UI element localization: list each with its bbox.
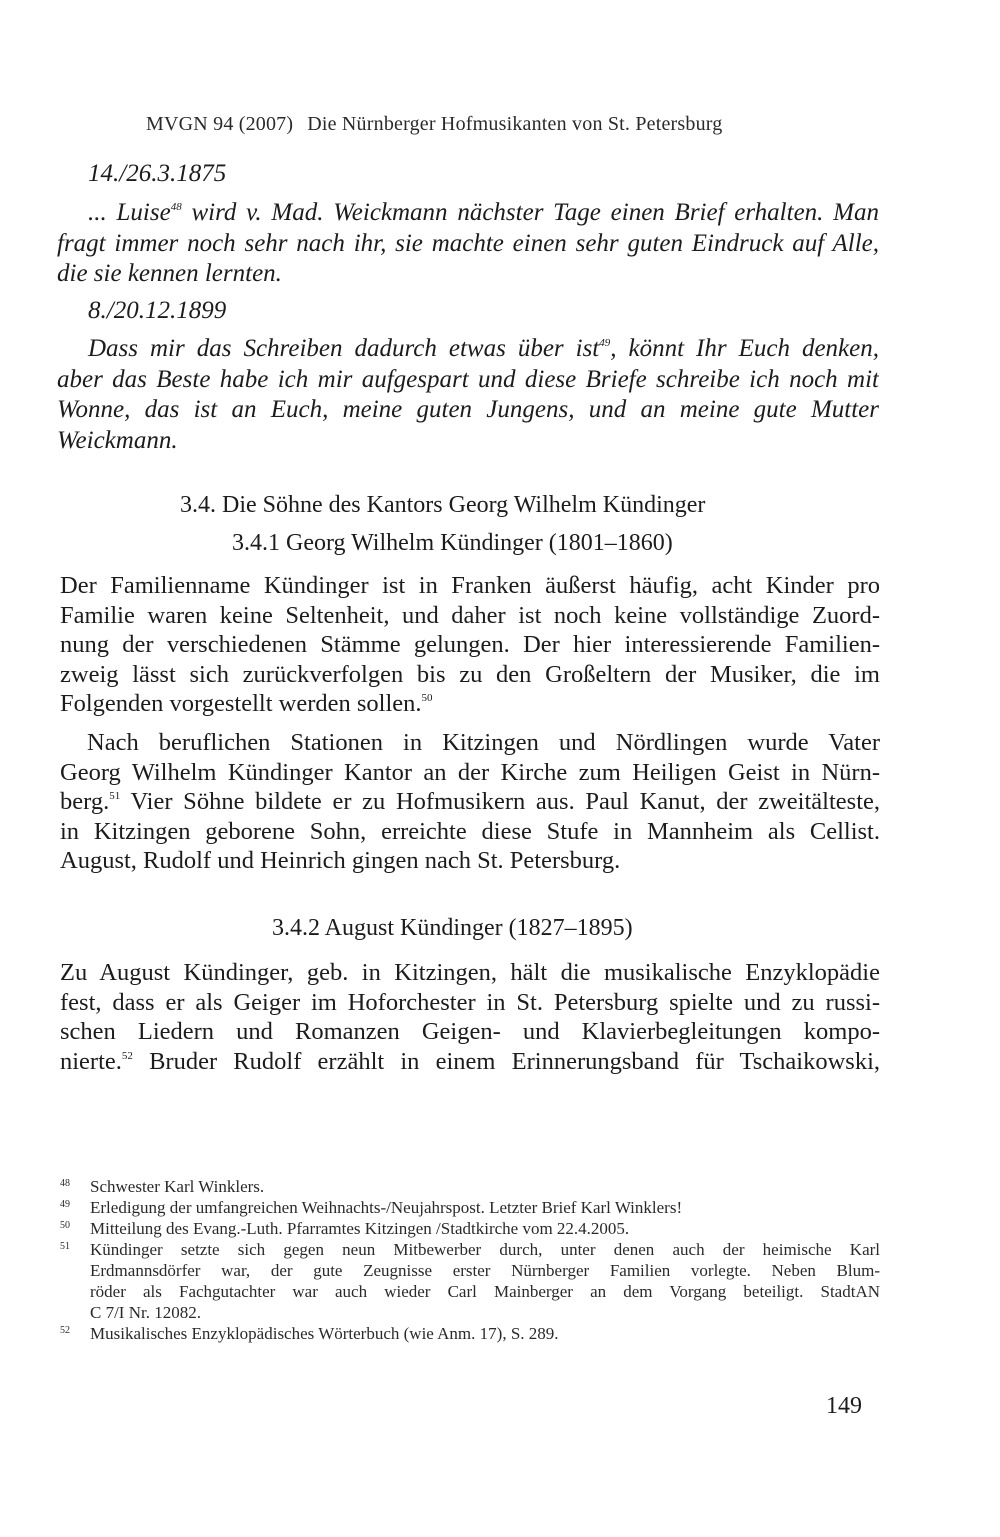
text-line: Zu August Kündinger, geb. in Kitzingen, hält die musikalische Enzyklopädie bbox=[60, 959, 880, 986]
footnote-text: röder als Fachgutachter war auch wieder Carl Mainberger an dem Vorgang beteiligt. StadtAN bbox=[90, 1282, 880, 1301]
footnote-number: 50 bbox=[60, 1220, 70, 1231]
footnote bbox=[60, 1323, 880, 1344]
journal-reference: MVGN 94 (2007) bbox=[146, 113, 294, 135]
text-line: fest, dass er als Geiger im Hoforchester in St. Petersburg spielte und zu russi- bbox=[60, 988, 880, 1016]
footnote-ref: 51 bbox=[109, 790, 121, 802]
quote-line: Dass mir das Schreiben dadurch etwas über ist$^{49}$, könnt Ihr Euch denken, bbox=[88, 335, 879, 362]
footnote-text: Musikalisches Enzyklopädisches Wörterbuch (wie Anm. 17), S. 289. bbox=[90, 1324, 559, 1343]
text-line: Nach beruflichen Stationen in Kitzingen und Nördlingen wurde Vater bbox=[87, 729, 880, 756]
quote-line: aber das Beste habe ich mir aufgespart und diese Briefe schreibe ich noch mit bbox=[57, 365, 879, 393]
footnote bbox=[60, 1239, 880, 1323]
running-title: Die Nürnberger Hofmusikanten von St. Petersburg bbox=[307, 113, 723, 135]
footnote-text: Erdmannsdörfer war, der gute Zeugnisse erster Nürnberger Familien vorlegte. Neben Blum- bbox=[90, 1261, 880, 1280]
footnote-ref: 49 bbox=[599, 337, 611, 349]
footnotes bbox=[60, 1176, 880, 1344]
quote-line: Wonne, das ist an Euch, meine guten Jungens, und an meine gute Mutter bbox=[57, 396, 879, 423]
text-line: nierte.$^{52}$ Bruder Rudolf erzählt in einem Erinnerungsband für Tschaikowski, bbox=[60, 1047, 880, 1075]
footnote-number: 52 bbox=[60, 1325, 70, 1336]
text-line: Familie waren keine Seltenheit, und daher ist noch keine vollständige Zuord- bbox=[60, 601, 880, 629]
text-line: zweig lässt sich zurückverfolgen bis zu den Großeltern der Musiker, die im bbox=[60, 660, 880, 688]
footnote bbox=[60, 1176, 880, 1197]
footnote-number: 48 bbox=[60, 1178, 70, 1189]
text-line: schen Liedern und Romanzen Geigen- und Klavierbegleitungen kompo- bbox=[60, 1018, 880, 1045]
text-line: Folgenden vorgestellt werden sollen.$^{50}$ bbox=[60, 690, 433, 717]
text-line: August, Rudolf und Heinrich gingen nach St. Petersburg. bbox=[60, 847, 621, 874]
section-heading: 3.4. Die Söhne des Kantors Georg Wilhelm Kündinger bbox=[180, 492, 706, 518]
footnote-number: 49 bbox=[60, 1199, 70, 1210]
text-line: in Kitzingen geborene Sohn, erreichte diese Stufe in Mannheim als Cellist. bbox=[60, 817, 880, 845]
footnote-ref: 50 bbox=[421, 692, 433, 704]
text-line: nung der verschiedenen Stämme gelungen. Der hier interessierende Familien- bbox=[60, 631, 880, 658]
footnote-number: 51 bbox=[60, 1241, 70, 1252]
subsection-heading: 3.4.1 Georg Wilhelm Kündinger (1801–1860) bbox=[232, 530, 673, 556]
letter-date: 8./20.12.1899 bbox=[88, 297, 227, 324]
letter-date: 14./26.3.1875 bbox=[88, 160, 227, 187]
footnote-ref: 48 bbox=[170, 201, 182, 213]
quote-line: fragt immer noch sehr nach ihr, sie machte einen sehr guten Eindruck auf Alle, bbox=[57, 229, 879, 257]
quote-line: die sie kennen lernten. bbox=[57, 260, 282, 287]
letter-quote bbox=[57, 198, 879, 290]
footnote-text: Kündinger setzte sich gegen neun Mitbewerber durch, unter denen auch der heimische Karl bbox=[90, 1240, 880, 1259]
footnote bbox=[60, 1197, 880, 1218]
footnote bbox=[60, 1218, 880, 1239]
body-paragraph bbox=[60, 728, 880, 876]
text-line: Georg Wilhelm Kündinger Kantor an der Kirche zum Heiligen Geist in Nürn- bbox=[60, 758, 880, 786]
quote-line: ... Luise$^{48}$ wird v. Mad. Weickmann nächster Tage einen Brief erhalten. Man bbox=[88, 199, 879, 226]
text-line: Der Familienname Kündinger ist in Franken äußerst häufig, acht Kinder pro bbox=[60, 572, 880, 599]
footnote-text: Mitteilung des Evang.-Luth. Pfarramtes Kitzingen /Stadtkirche vom 22.4.2005. bbox=[90, 1219, 630, 1238]
text-line: berg.$^{51}$ Vier Söhne bildete er zu Hofmusikern aus. Paul Kanut, der zweitälteste, bbox=[60, 788, 880, 815]
footnote-text: Schwester Karl Winklers. bbox=[90, 1177, 265, 1196]
body-paragraph bbox=[60, 958, 880, 1076]
footnote-text: Erledigung der umfangreichen Weihnachts-/Neujahrspost. Letzter Brief Karl Winklers! bbox=[90, 1198, 683, 1217]
letter-quote bbox=[57, 334, 879, 456]
subsection-heading: 3.4.2 August Kündinger (1827–1895) bbox=[272, 915, 633, 941]
footnote-ref: 52 bbox=[121, 1049, 133, 1062]
quote-line: Weickmann. bbox=[57, 426, 178, 454]
body-paragraph bbox=[60, 571, 880, 719]
footnote-text: C 7/I Nr. 12082. bbox=[90, 1303, 201, 1322]
running-head bbox=[146, 113, 723, 136]
page-number: 149 bbox=[826, 1393, 862, 1419]
